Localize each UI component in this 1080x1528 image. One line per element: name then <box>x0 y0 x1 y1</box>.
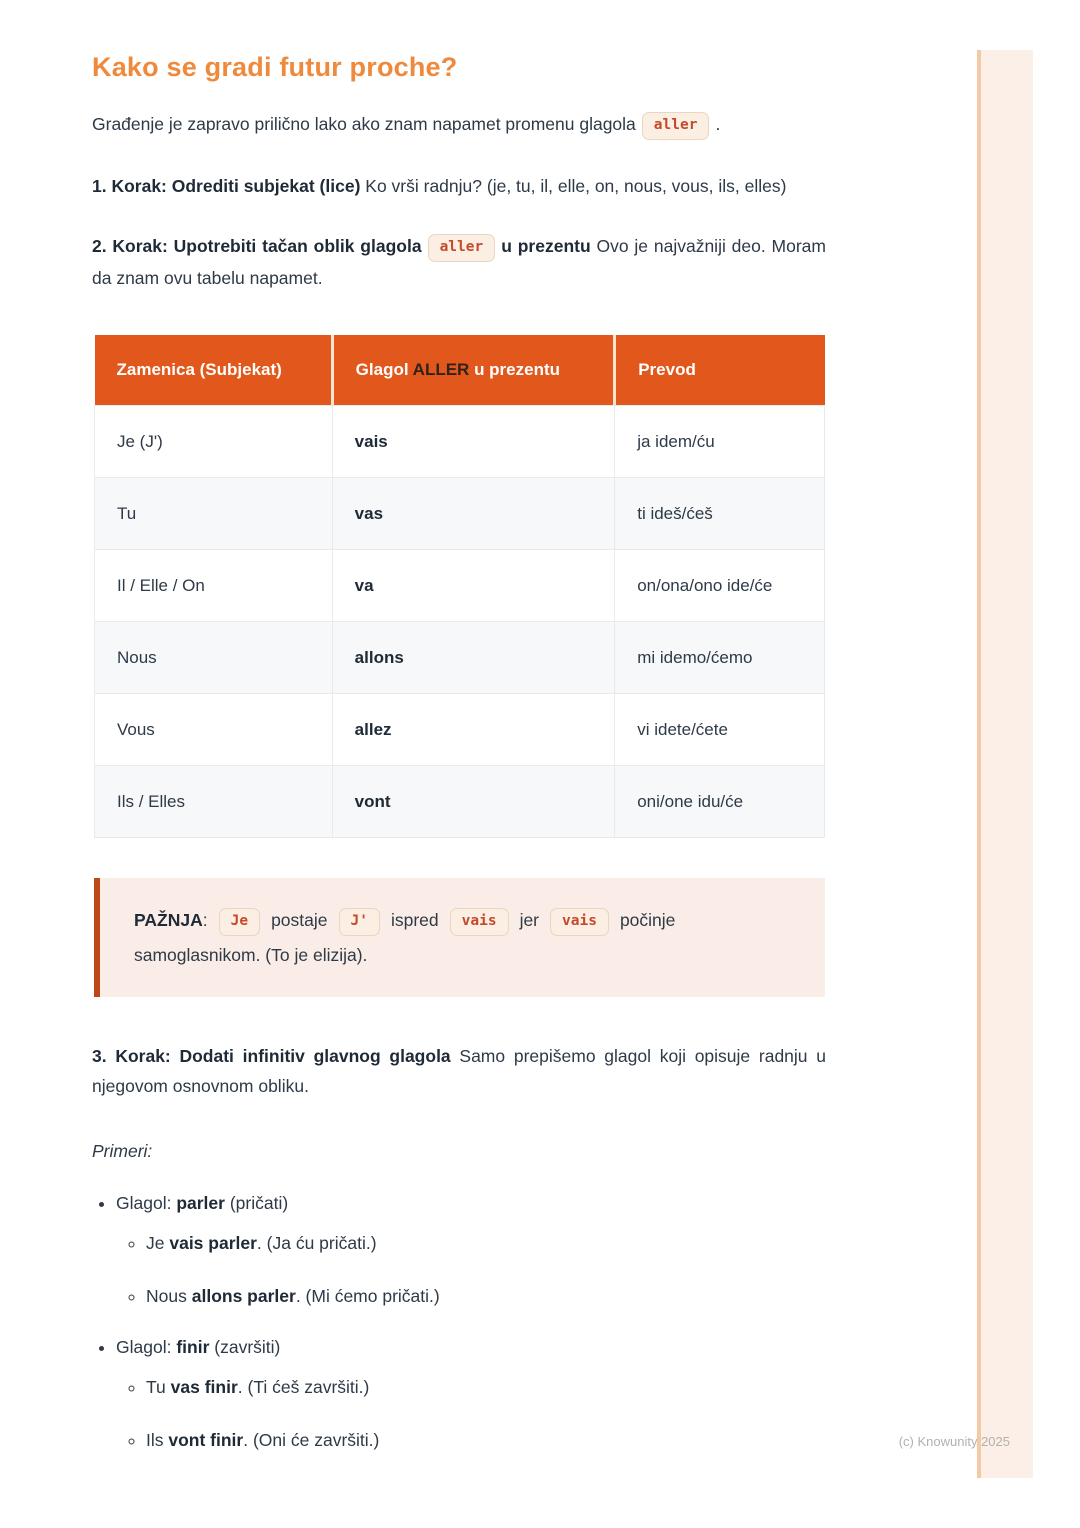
step-3-text: Samo prepišemo glagol koji opisuje radnju u njegovom osnovnom obliku. <box>92 1045 826 1096</box>
header-prevod: Prevod <box>615 335 825 406</box>
sentence-translation: . (Ti ćeš završiti.) <box>237 1376 370 1397</box>
inline-code-aller: aller <box>642 112 710 140</box>
verb-cell: vont <box>332 766 615 838</box>
step-2-text: Ovo je najvažniji deo. Moram da znam ovu tabelu napamet. <box>92 235 826 288</box>
translation-cell: vi idete/ćete <box>615 694 825 766</box>
sentence-verb-phrase: vais parler <box>169 1233 257 1254</box>
pronoun-cell: Tu <box>95 478 333 550</box>
sentence-verb-phrase: vas finir <box>170 1376 238 1397</box>
pronoun-cell: Il / Elle / On <box>95 550 333 622</box>
step-2-paragraph <box>92 231 826 293</box>
example-item-finir <box>116 1334 826 1454</box>
table-row <box>95 766 825 838</box>
intro-text: Građenje je zapravo prilično lako ako znam napamet promenu glagola <box>92 114 636 134</box>
example-lead: Glagol: <box>116 1336 172 1357</box>
translation-cell: mi idemo/ćemo <box>615 622 825 694</box>
page-title: Kako se gradi futur proche? <box>92 52 458 82</box>
example-sentence <box>146 1230 826 1256</box>
example-sentence <box>146 1427 826 1453</box>
examples-list <box>116 1190 826 1454</box>
attention-callout <box>94 878 825 997</box>
sentence-verb-phrase: vont finir <box>168 1430 244 1451</box>
inline-code-j-apostrophe: J' <box>339 908 380 936</box>
example-sublist <box>146 1374 826 1454</box>
note-content <box>92 52 826 1453</box>
pronoun-cell: Vous <box>95 694 333 766</box>
example-verb: finir <box>176 1336 210 1357</box>
intro-period: . <box>715 114 721 134</box>
step-1-paragraph <box>92 171 826 201</box>
step-2-heading: 2. Korak: Upotrebiti tačan oblik glagola <box>92 235 422 256</box>
table-header-row <box>95 335 825 406</box>
sentence-subject: Ils <box>146 1430 164 1451</box>
example-sentence <box>146 1374 826 1400</box>
sentence-verb-phrase: allons parler <box>191 1286 296 1307</box>
table-row <box>95 406 825 478</box>
table-row <box>95 694 825 766</box>
examples-label: Primeri: <box>92 1140 153 1161</box>
translation-cell: ti ideš/ćeš <box>615 478 825 550</box>
example-lead: Glagol: <box>116 1192 172 1213</box>
verb-cell: allons <box>332 622 615 694</box>
callout-word: ispred <box>390 910 439 931</box>
translation-cell: oni/one idu/će <box>615 766 825 838</box>
callout-word: postaje <box>271 910 328 931</box>
pronoun-cell: Ils / Elles <box>95 766 333 838</box>
sentence-subject: Nous <box>146 1286 187 1307</box>
example-sentence <box>146 1283 826 1309</box>
example-item-parler <box>116 1190 826 1310</box>
callout-word: počinje <box>619 910 676 931</box>
inline-code-aller: aller <box>428 234 496 262</box>
inline-code-vais: vais <box>550 908 609 936</box>
example-sublist <box>146 1230 826 1310</box>
callout-line-1 <box>134 902 791 939</box>
pronoun-cell: Nous <box>95 622 333 694</box>
sentence-subject: Tu <box>146 1376 166 1397</box>
aller-conjugation-table <box>94 335 825 839</box>
inline-code-je: Je <box>219 908 260 936</box>
verb-cell: allez <box>332 694 615 766</box>
step-3-paragraph <box>92 1041 826 1101</box>
example-gloss: (završiti) <box>214 1336 281 1357</box>
copyright-notice: (c) Knowunity 2025 <box>898 1434 1010 1449</box>
sentence-translation: . (Ja ću pričati.) <box>256 1233 377 1254</box>
example-gloss: (pričati) <box>229 1192 289 1213</box>
verb-cell: vas <box>332 478 615 550</box>
verb-cell: va <box>332 550 615 622</box>
right-margin-strip <box>977 50 1033 1478</box>
header-glagol-aller <box>332 335 615 406</box>
callout-label: PAŽNJA <box>134 910 203 931</box>
example-verb: parler <box>176 1192 225 1213</box>
intro-paragraph <box>92 109 826 141</box>
sentence-translation: . (Mi ćemo pričati.) <box>295 1286 440 1307</box>
inline-code-vais: vais <box>450 908 509 936</box>
pronoun-cell: Je (J') <box>95 406 333 478</box>
step-1-heading: 1. Korak: Odrediti subjekat (lice) <box>92 175 361 196</box>
table-row <box>95 550 825 622</box>
table-row <box>95 622 825 694</box>
step-1-text: Ko vrši radnju? (je, tu, il, elle, on, nous, vous, ils, elles) <box>365 175 787 196</box>
callout-line-2: samoglasnikom. (To je elizija). <box>134 944 368 965</box>
translation-cell: ja idem/ću <box>615 406 825 478</box>
sentence-subject: Je <box>146 1233 165 1254</box>
table-row <box>95 478 825 550</box>
sentence-translation: . (Oni će završiti.) <box>243 1430 380 1451</box>
callout-word: jer <box>519 910 540 931</box>
header-prezent-part: u prezentu <box>469 359 561 379</box>
translation-cell: on/ona/ono ide/će <box>615 550 825 622</box>
callout-colon: : <box>202 910 208 931</box>
header-glagol-part: Glagol <box>355 359 413 379</box>
verb-cell: vais <box>332 406 615 478</box>
header-zamenica: Zamenica (Subjekat) <box>95 335 333 406</box>
header-aller-part: ALLER <box>412 359 470 379</box>
step-3-heading: 3. Korak: Dodati infinitiv glavnog glagola <box>92 1045 451 1066</box>
step-2-heading-cont: u prezentu <box>501 235 591 256</box>
